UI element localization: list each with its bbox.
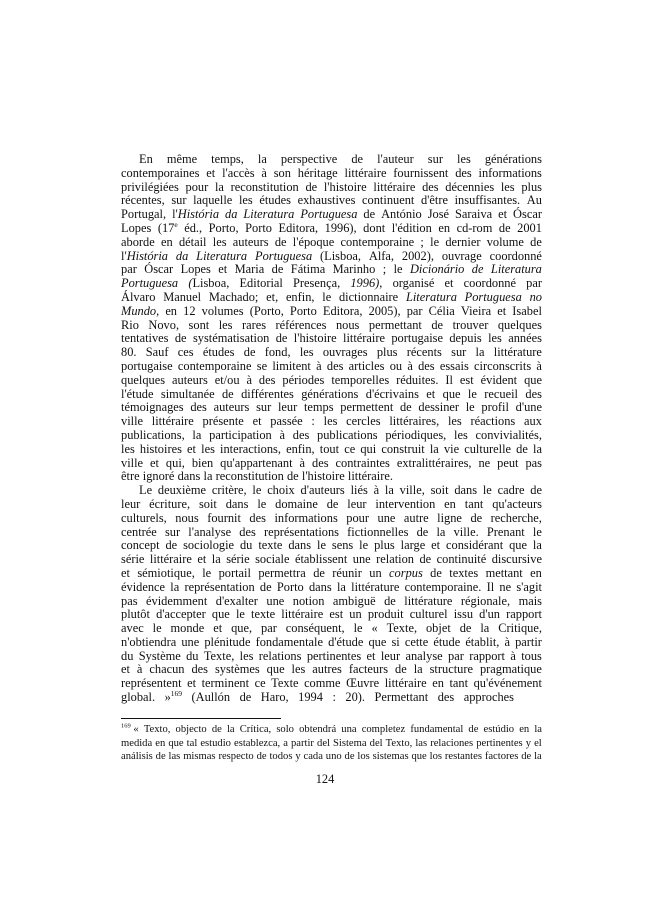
text-line: Le deuxième critère, le choix d'auteurs liés à la ville, soit dans le cadre de [139, 483, 542, 498]
text-line: pas évidemment d'exalter une notion ambiguë de littérature régionale, mais [121, 593, 542, 608]
text-line: aborde en détail les auteurs de l'époque contemporaine ; le dernier volume de [121, 234, 542, 249]
text-line: portugaise contemporaine se limitent à des articles ou à des essais circonscrits à [121, 358, 542, 373]
text-line: tentatives de systématisation de l'histoire littéraire portugaise depuis les années [121, 331, 542, 346]
text-line: l'História da Literatura Portuguesa (Lisboa, Alfa, 2002), ouvrage coordonné [121, 248, 542, 263]
text-line: par Óscar Lopes et Maria de Fátima Marinho ; le Dicionário de Literatura [121, 262, 542, 277]
text-line: En même temps, la perspective de l'auteur sur les générations [139, 152, 542, 166]
page-number: 124 [315, 772, 335, 786]
footnote-line: análisis de las mismas respecto de todos y cada uno de los sistemas que los restantes factores de la [121, 751, 542, 762]
text-line: 80. Sauf ces études de fond, les ouvrages plus récents sur la littérature [121, 345, 542, 360]
footnote [121, 723, 542, 764]
text-line: du Système du Texte, les relations pertinentes et leur analyse par rapport à tous [121, 648, 542, 663]
text-line: global. »$^{169}$ (Aullón de Haro, 1994 : 20). Permettant des approches [121, 688, 514, 705]
text-line: n'obtiendra une plénitude fondamentale d'étude que si cette étude établit, à partir [121, 634, 542, 649]
text-line: Portugal, l'História da Literatura Portuguesa de António José Saraiva et Óscar [121, 207, 542, 222]
body-text [121, 153, 542, 705]
text-line: Portuguesa (Lisboa, Editorial Presença, 1996), organisé et coordonné par [121, 276, 542, 291]
text-line: centrée sur l'analyse des représentations fictionnelles de la ville. Prenant le [121, 524, 542, 539]
text-line: quelques auteurs et/ou à des périodes temporelles réduites. Il est évident que [121, 372, 542, 387]
text-line: et sémiotique, le portail permettra de réunir un corpus de textes mettant en [121, 565, 542, 580]
footnote-separator [121, 718, 281, 719]
text-line: Álvaro Manuel Machado; et, enfin, le dictionnaire Literatura Portuguesa no [121, 289, 542, 304]
text-line: publications, la participation à des publications périodiques, les convivialités, [121, 427, 542, 442]
text-line: témoignages des auteurs sur leur temps permettent de dessiner le profil d'une [121, 400, 542, 415]
text-line: contemporaines et l'accès à son héritage littéraire fournissent des informations [121, 165, 542, 180]
text-line: Mundo, en 12 volumes (Porto, Porto Editora, 2005), par Célia Vieira et Isabel [121, 303, 542, 318]
text-line: Rio Novo, sont les rares références nous permettant de trouver quelques [121, 317, 542, 332]
text-line: plutôt d'accepter que le texte littéraire est un produit culturel issu d'un rapport [121, 607, 542, 622]
text-line: série littéraire et la série sociale établissent une relation de continuité discursive [121, 552, 542, 567]
text-line: être ignoré dans la reconstitution de l'histoire littéraire. [121, 469, 393, 484]
text-line: culturels, nous fournit des informations pour une autre ligne de recherche, [121, 510, 542, 525]
text-line: leur écriture, soit dans le domaine de leur intervention en tant qu'acteurs [121, 496, 542, 511]
text-line: les histoires et les interactions, enfin, tout ce qui construit la vie culturelle de la [121, 441, 542, 456]
text-line: récentes, sur laquelle les études exhaustives continuent d'être insuffisantes. Au [121, 193, 542, 208]
footnote-reference: e [174, 219, 178, 229]
text-line: avec le monde et que, par conséquent, le « Texte, objet de la Critique, [121, 621, 542, 636]
text-line: l'étude simultanée de différentes générations d'écrivains et que le recueil des [121, 386, 542, 401]
footnote-number: 169 [121, 722, 131, 730]
text-line: concept de sociologie du texte dans le sens le plus large et considérant que la [121, 538, 542, 553]
footnote-line: $^{169}$ « Texto, objecto de la Crítica, solo obtendrá una completez fundamental de estúdio en la [121, 722, 542, 735]
footnote-reference: 169 [170, 688, 183, 698]
text-line: privilégiées pour la reconstitution de l'histoire littéraire des décennies les plus [121, 179, 542, 194]
text-line: ville et qui, bien qu'appartenant à des contraintes extralittéraires, ne peut pas [121, 455, 542, 470]
text-line: ville littéraire présente et passée : les cercles littéraires, les réactions aux [121, 414, 542, 429]
text-line: Lopes (17e éd., Porto, Porto Editora, 1996), dont l'édition en cd-rom de 2001 [121, 219, 542, 235]
footnote-line: medida en que tal estudio establezca, a partir del Sistema del Texto, las relaciones pertinentes y el [121, 737, 542, 749]
text-line: et à chacun des systèmes que les autres facteurs de la structure pragmatique [121, 662, 542, 677]
text-line: évidence la représentation de Porto dans la littérature contemporaine. Il ne s'agit [121, 579, 542, 594]
text-line: représentent et terminent ce Texte comme Œuvre littéraire en tant qu'événement [121, 676, 542, 691]
